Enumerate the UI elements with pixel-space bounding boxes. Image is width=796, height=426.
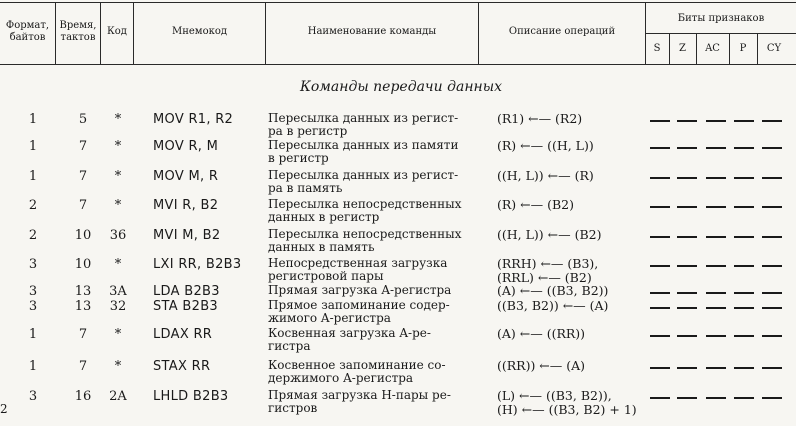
flag-unaffected-dash (734, 147, 754, 149)
header-top-rule (0, 2, 796, 3)
flag-unaffected-dash (677, 335, 697, 337)
flag-unaffected-dash (734, 206, 754, 208)
flag-s: S (653, 43, 661, 54)
row-flag-dashes (650, 147, 790, 149)
row-ops-line: (H) ←— ((B3, B2) + 1) (497, 402, 637, 417)
flag-unaffected-dash (762, 120, 782, 122)
flag-unaffected-dash (650, 397, 670, 399)
row-code: * (114, 139, 122, 154)
row-flag-dashes (650, 177, 790, 179)
flag-unaffected-dash (650, 206, 670, 208)
row-mnemonic: MVI R, B2 (153, 198, 219, 213)
row-mnemonic: MOV R, M (153, 139, 219, 154)
header-format-line2: байтов (9, 32, 46, 43)
flag-unaffected-dash (706, 147, 726, 149)
row-code: * (114, 198, 122, 213)
row-format: 3 (28, 299, 38, 314)
flag-unaffected-dash (762, 367, 782, 369)
row-ops-line: (RRL) ←— (B2) (497, 270, 592, 285)
flag-unaffected-dash (762, 236, 782, 238)
header-ops: Описание операций (508, 26, 616, 37)
row-name-line: держимого A-регистра (268, 371, 414, 385)
row-flag-dashes (650, 265, 790, 267)
flag-unaffected-dash (734, 120, 754, 122)
row-time: 7 (78, 198, 88, 213)
flag-z: Z (679, 43, 686, 54)
flag-unaffected-dash (677, 367, 697, 369)
row-name-line: Косвенная загрузка A-ре- (268, 326, 431, 340)
flag-unaffected-dash (677, 206, 697, 208)
flags-divider-rule (645, 33, 796, 34)
flag-unaffected-dash (734, 292, 754, 294)
row-ops-line: ((RR)) ←— (A) (497, 358, 586, 373)
flag-unaffected-dash (650, 236, 670, 238)
flag-unaffected-dash (677, 236, 697, 238)
row-format: 1 (28, 359, 38, 374)
row-name-line: Пересылка данных из регист- (268, 168, 459, 182)
header-time-line1: Время, (59, 20, 97, 31)
row-mnemonic: LXI RR, B2B3 (153, 257, 242, 272)
row-format: 2 (28, 228, 38, 243)
row-mnemonic: STAX RR (153, 359, 211, 374)
flag-unaffected-dash (706, 367, 726, 369)
flag-unaffected-dash (734, 177, 754, 179)
row-name-line: регистровой пары (268, 269, 384, 283)
header-time (56, 20, 100, 44)
row-time: 7 (78, 359, 88, 374)
row-format: 3 (28, 257, 38, 272)
row-time: 16 (74, 389, 92, 404)
row-code: 36 (109, 228, 127, 243)
row-name-line: Прямое запоминание содер- (268, 298, 450, 312)
flag-unaffected-dash (706, 307, 726, 309)
header-code: Код (107, 26, 127, 37)
row-flag-dashes (650, 307, 790, 309)
flag-unaffected-dash (762, 147, 782, 149)
row-ops-line: (R) ←— (B2) (497, 197, 574, 212)
page-mark: 2 (0, 402, 8, 416)
flag-unaffected-dash (762, 307, 782, 309)
row-time: 7 (78, 327, 88, 342)
row-time: 10 (74, 257, 92, 272)
flag-unaffected-dash (706, 236, 726, 238)
row-format: 1 (28, 327, 38, 342)
row-mnemonic: STA B2B3 (153, 299, 218, 314)
flag-unaffected-dash (677, 292, 697, 294)
row-ops-line: ((B3, B2)) ←— (A) (497, 298, 609, 313)
row-time: 7 (78, 169, 88, 184)
header-name: Наименование команды (307, 26, 437, 37)
flag-unaffected-dash (677, 177, 697, 179)
header-time-line2: тактов (60, 32, 96, 43)
row-mnemonic: MOV M, R (153, 169, 219, 184)
row-name-line: ра в память (268, 181, 343, 195)
row-name-line: в регистр (268, 151, 329, 165)
flag-unaffected-dash (650, 265, 670, 267)
header-bottom-rule (0, 64, 796, 65)
row-code: 3A (109, 284, 127, 299)
flag-unaffected-dash (706, 335, 726, 337)
row-ops-line: (R) ←— ((H, L)) (497, 138, 594, 153)
row-flag-dashes (650, 206, 790, 208)
flag-unaffected-dash (706, 120, 726, 122)
row-time: 10 (74, 228, 92, 243)
row-time: 13 (74, 299, 92, 314)
row-flag-dashes (650, 367, 790, 369)
row-time: 13 (74, 284, 92, 299)
row-code: * (114, 327, 122, 342)
row-name-line: Пересылка данных из регист- (268, 111, 459, 125)
flag-unaffected-dash (706, 397, 726, 399)
row-ops-line: (A) ←— ((RR)) (497, 326, 586, 341)
row-format: 2 (28, 198, 38, 213)
row-name-line: Прямая загрузка H-пары ре- (268, 388, 451, 402)
flag-unaffected-dash (677, 147, 697, 149)
flag-unaffected-dash (734, 397, 754, 399)
flag-unaffected-dash (734, 307, 754, 309)
row-code: 2A (109, 389, 127, 404)
row-code: * (114, 257, 122, 272)
row-flag-dashes (650, 292, 790, 294)
row-mnemonic: LDAX RR (153, 327, 213, 342)
row-format: 1 (28, 139, 38, 154)
flag-p: P (739, 43, 747, 54)
flag-unaffected-dash (650, 307, 670, 309)
flag-unaffected-dash (762, 177, 782, 179)
flag-unaffected-dash (706, 265, 726, 267)
row-name-line: Косвенное запоминание со- (268, 358, 446, 372)
row-name-line: Пересылка непосредственных (268, 227, 462, 241)
flag-unaffected-dash (706, 177, 726, 179)
row-ops-line: ((H, L)) ←— (B2) (497, 227, 602, 242)
flag-cy: CY (766, 43, 782, 54)
flag-unaffected-dash (762, 397, 782, 399)
row-mnemonic: LHLD B2B3 (153, 389, 229, 404)
col-divider (645, 2, 646, 64)
row-name-line: ра в регистр (268, 124, 348, 138)
row-name-line: Непосредственная загрузка (268, 256, 448, 270)
row-ops-line: ((H, L)) ←— (R) (497, 168, 594, 183)
flag-unaffected-dash (650, 335, 670, 337)
flag-unaffected-dash (734, 335, 754, 337)
header-flags-title: Биты признаков (677, 13, 765, 24)
row-flag-dashes (650, 236, 790, 238)
section-title: Команды передачи данных (300, 79, 503, 95)
row-flag-dashes (650, 335, 790, 337)
row-format: 3 (28, 389, 38, 404)
row-code: 32 (109, 299, 127, 314)
flag-unaffected-dash (650, 120, 670, 122)
flag-unaffected-dash (650, 367, 670, 369)
flag-unaffected-dash (762, 206, 782, 208)
row-code: * (114, 169, 122, 184)
flag-unaffected-dash (677, 120, 697, 122)
flag-unaffected-dash (650, 177, 670, 179)
header-format-line1: Формат, (5, 20, 50, 31)
row-name-line: данных в память (268, 240, 375, 254)
flag-unaffected-dash (677, 307, 697, 309)
header-format (0, 20, 55, 44)
flag-unaffected-dash (762, 265, 782, 267)
row-code: * (114, 359, 122, 374)
row-mnemonic: MOV R1, R2 (153, 112, 234, 127)
row-name-line: Пересылка данных из памяти (268, 138, 459, 152)
row-time: 7 (78, 139, 88, 154)
flag-unaffected-dash (706, 206, 726, 208)
flag-ac: AC (705, 43, 720, 54)
flag-unaffected-dash (706, 292, 726, 294)
row-ops-line: (A) ←— ((B3, B2)) (497, 283, 609, 298)
row-name-line: жимого A-регистра (268, 311, 391, 325)
row-ops-line: (R1) ←— (R2) (497, 111, 583, 126)
row-ops-line: (L) ←— ((B3, B2)), (497, 388, 612, 403)
row-mnemonic: MVI M, B2 (153, 228, 221, 243)
row-flag-dashes (650, 120, 790, 122)
flag-unaffected-dash (650, 292, 670, 294)
flag-unaffected-dash (734, 367, 754, 369)
row-name-line: Прямая загрузка A-регистра (268, 283, 452, 297)
row-name-line: данных в регистр (268, 210, 380, 224)
flag-unaffected-dash (650, 147, 670, 149)
flag-unaffected-dash (677, 397, 697, 399)
row-name-line: гистров (268, 401, 318, 415)
row-name-line: Пересылка непосредственных (268, 197, 462, 211)
row-format: 3 (28, 284, 38, 299)
row-ops-line: (RRH) ←— (B3), (497, 256, 599, 271)
flag-unaffected-dash (677, 265, 697, 267)
row-name-line: гистра (268, 339, 311, 353)
row-mnemonic: LDA B2B3 (153, 284, 220, 299)
flag-unaffected-dash (762, 292, 782, 294)
flag-unaffected-dash (762, 335, 782, 337)
row-time: 5 (78, 112, 88, 127)
header-mnemonic: Мнемокод (171, 26, 228, 37)
row-code: * (114, 112, 122, 127)
row-format: 1 (28, 112, 38, 127)
row-flag-dashes (650, 397, 790, 399)
flag-unaffected-dash (734, 236, 754, 238)
row-format: 1 (28, 169, 38, 184)
flag-unaffected-dash (734, 265, 754, 267)
